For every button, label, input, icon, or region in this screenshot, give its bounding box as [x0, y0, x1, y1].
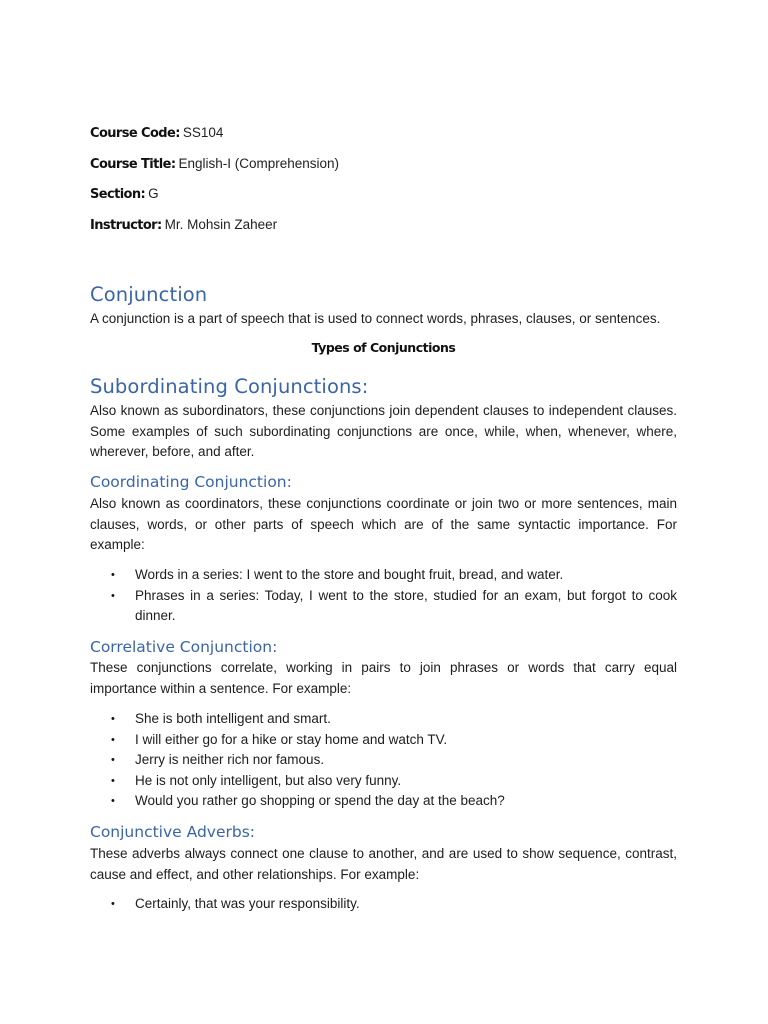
list-item	[90, 730, 677, 751]
coordinating-heading: Coordinating Conjunction:	[90, 473, 292, 491]
list-item-text: Phrases in a series: Today, I went to the store, studied for an exam, but forgot to cook dinner.	[135, 587, 677, 623]
bullet-icon: •	[111, 754, 115, 766]
list-item-text: He is not only intelligent, but also very funny.	[135, 772, 402, 788]
section-value: G	[148, 186, 159, 201]
section-label: Section:	[90, 187, 146, 202]
bullet-icon: •	[111, 589, 115, 602]
list-item	[90, 709, 677, 730]
bullet-icon: •	[111, 795, 115, 807]
list-item	[90, 586, 677, 627]
subordinating-body: Also known as subordinators, these conjunctions join dependent clauses to independent clauses. Some examples of such subordinating conjunctions are once, while, when, whenever, where, wherever, before, and after.	[90, 403, 677, 460]
list-item-text: Would you rather go shopping or spend the day at the beach?	[135, 793, 505, 808]
instructor-line	[90, 216, 277, 235]
instructor-label: Instructor:	[90, 218, 162, 233]
bullet-icon: •	[111, 774, 115, 787]
list-item	[90, 565, 677, 586]
instructor-value: Mr. Mohsin Zaheer	[164, 217, 278, 232]
course-code-line	[90, 124, 223, 143]
conjunction-heading: Conjunction	[90, 283, 208, 306]
list-item-text: Jerry is neither rich nor famous.	[135, 752, 325, 767]
bullet-icon: •	[111, 733, 115, 746]
list-item	[90, 791, 677, 812]
bullet-icon: •	[111, 569, 115, 581]
course-code-value: SS104	[182, 125, 224, 140]
coordinating-examples-list	[90, 565, 677, 627]
course-title-value: English-I (Comprehension)	[178, 156, 340, 171]
correlative-examples-list	[90, 709, 677, 812]
coordinating-body: Also known as coordinators, these conjunctions coordinate or join two or more sentences, main clauses, words, or other parts of speech which are of the same syntactic importance. For example:	[90, 496, 677, 553]
conjunctive-adverbs-examples-list	[90, 894, 677, 915]
document-page	[90, 0, 677, 1024]
bullet-icon: •	[111, 713, 115, 725]
list-item	[90, 894, 677, 915]
subordinating-heading: Subordinating Conjunctions:	[90, 375, 369, 398]
types-of-conjunctions-heading: Types of Conjunctions	[311, 340, 456, 355]
list-item	[90, 750, 677, 771]
course-title-label: Course Title:	[90, 157, 176, 172]
section-line	[90, 185, 159, 204]
course-title-line	[90, 155, 339, 174]
bullet-icon: •	[111, 898, 115, 910]
list-item-text: Words in a series: I went to the store and bought fruit, bread, and water.	[135, 567, 564, 582]
conjunction-definition: A conjunction is a part of speech that is used to connect words, phrases, clauses, or sentences.	[90, 311, 661, 326]
conjunctive-adverbs-body: These adverbs always connect one clause to another, and are used to show sequence, contrast, cause and effect, and other relationships. For example:	[90, 846, 677, 882]
correlative-heading: Correlative Conjunction:	[90, 638, 278, 656]
list-item	[90, 771, 677, 792]
conjunctive-adverbs-heading: Conjunctive Adverbs:	[90, 823, 256, 841]
list-item-text: She is both intelligent and smart.	[135, 711, 331, 726]
course-code-label: Course Code:	[90, 126, 180, 141]
list-item-text: Certainly, that was your responsibility.	[135, 896, 360, 911]
correlative-body: These conjunctions correlate, working in pairs to join phrases or words that carry equal importance within a sentence. For example:	[90, 660, 677, 696]
list-item-text: I will either go for a hike or stay home and watch TV.	[135, 731, 448, 747]
